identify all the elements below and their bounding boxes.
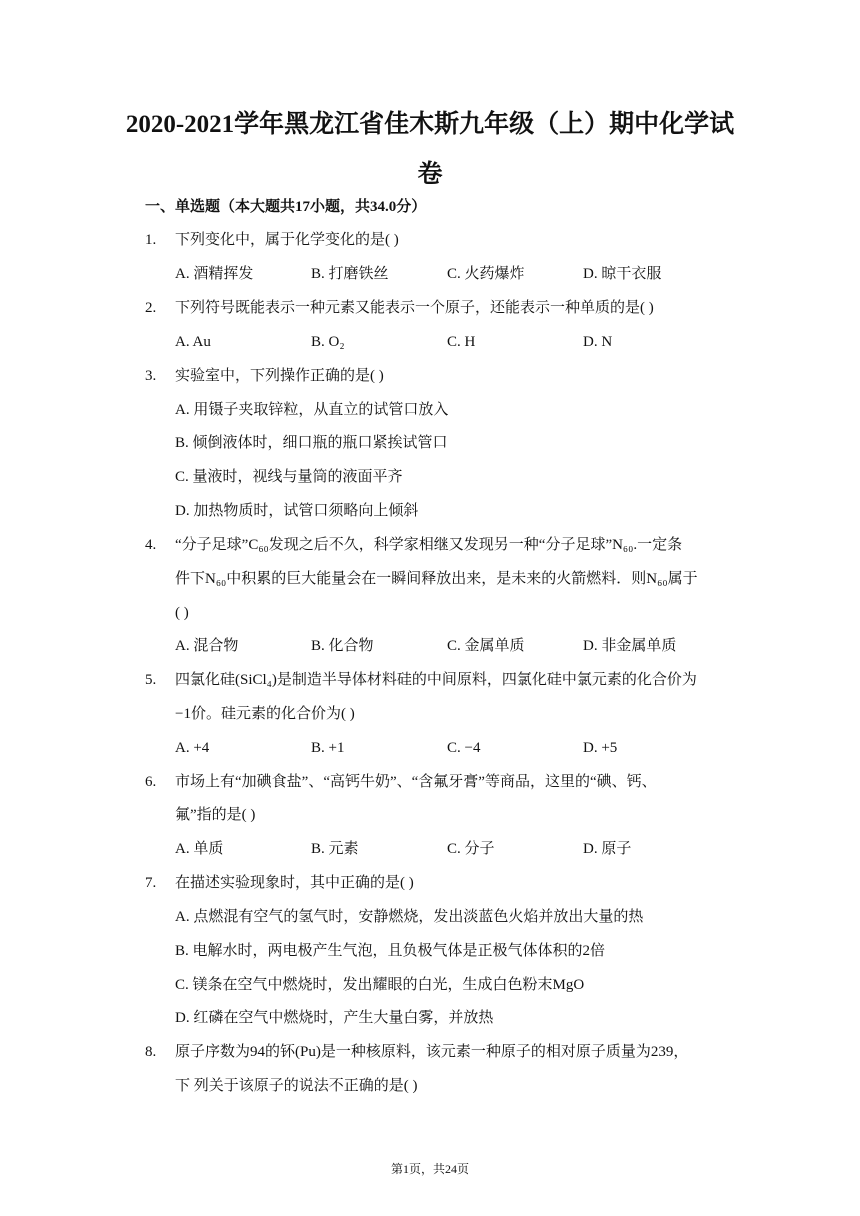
option: A. 用镊子夹取锌粒，从直立的试管口放入	[175, 402, 449, 418]
question-number: 5.	[145, 672, 157, 688]
page-footer: 第1页，共24页	[390, 1162, 469, 1176]
question-text: 下列变化中，属于化学变化的是( )	[175, 232, 399, 248]
option: B. 元素	[311, 841, 359, 857]
option: B. 电解水时，两电极产生气泡，且负极气体是正极气体体积的2倍	[175, 943, 606, 959]
question-text: −1价。硅元素的化合价为( )	[175, 706, 355, 722]
question-number: 2.	[145, 300, 157, 316]
option: B. 打磨铁丝	[311, 266, 389, 282]
question-number: 7.	[145, 875, 157, 891]
question-text: 氟”指的是( )	[175, 807, 256, 823]
option: C. 镁条在空气中燃烧时，发出耀眼的白光，生成白色粉末MgO	[175, 977, 585, 993]
option: C. 火药爆炸	[447, 266, 525, 282]
option: C. 量液时，视线与量筒的液面平齐	[175, 469, 403, 485]
question-text: ( )	[175, 605, 189, 621]
section-heading: 一、单选题（本大题共17小题，共34.0分）	[145, 199, 427, 215]
question-text: 件下N₆₀中积累的巨大能量会在一瞬间释放出来，是未来的火箭燃料．则N₆₀属于	[175, 571, 698, 587]
option: B. 倾倒液体时，细口瓶的瓶口紧挨试管口	[175, 435, 448, 451]
question-text: 下 列关于该原子的说法不正确的是( )	[175, 1078, 418, 1094]
exam-title	[100, 100, 760, 200]
option: D. N	[583, 334, 613, 350]
question-number: 6.	[145, 774, 157, 790]
option: B. O₂	[311, 334, 345, 350]
question-text: 市场上有“加碘食盐”、“高钙牛奶”、“含氟牙膏”等商品，这里的“碘、钙、	[175, 774, 657, 790]
option: A. +4	[175, 740, 210, 756]
option: D. 原子	[583, 841, 632, 857]
option: A. 单质	[175, 841, 224, 857]
title-line-2: 卷	[417, 161, 443, 188]
question-number: 3.	[145, 368, 157, 384]
option: A. 点燃混有空气的氢气时，安静燃烧，发出淡蓝色火焰并放出大量的热	[175, 909, 644, 925]
question-number: 1.	[145, 232, 157, 248]
question-number: 8.	[145, 1044, 157, 1060]
option: D. 加热物质时，试管口须略向上倾斜	[175, 503, 419, 519]
option: D. 红磷在空气中燃烧时，产生大量白雾，并放热	[175, 1010, 494, 1026]
question-text: 下列符号既能表示一种元素又能表示一个原子，还能表示一种单质的是( )	[175, 300, 654, 316]
option: D. +5	[583, 740, 618, 756]
option: A. 酒精挥发	[175, 266, 254, 282]
question-number: 4.	[145, 537, 157, 553]
option: C. H	[447, 334, 476, 350]
option: C. −4	[447, 740, 481, 756]
option: C. 金属单质	[447, 638, 525, 654]
question-text: 实验室中，下列操作正确的是( )	[175, 368, 384, 384]
question-text: 在描述实验现象时，其中正确的是( )	[175, 875, 414, 891]
option: D. 非金属单质	[583, 638, 677, 654]
option: A. Au	[175, 334, 211, 350]
question-text: 四氯化硅(SiCl₄)是制造半导体材料硅的中间原料，四氯化硅中氯元素的化合价为	[175, 672, 697, 688]
title-line-1: 2020-2021学年黑龙江省佳木斯九年级（上）期中化学试	[125, 111, 735, 138]
option: D. 晾干衣服	[583, 266, 662, 282]
option: C. 分子	[447, 841, 495, 857]
option: B. 化合物	[311, 638, 374, 654]
option: B. +1	[311, 740, 345, 756]
option: A. 混合物	[175, 638, 239, 654]
question-text: 原子序数为94的钚(Pu)是一种核原料，该元素一种原子的相对原子质量为239，	[175, 1044, 689, 1060]
question-text: “分子足球”C₆₀发现之后不久，科学家相继又发现另一种“分子足球”N₆₀.一定条	[175, 537, 683, 553]
